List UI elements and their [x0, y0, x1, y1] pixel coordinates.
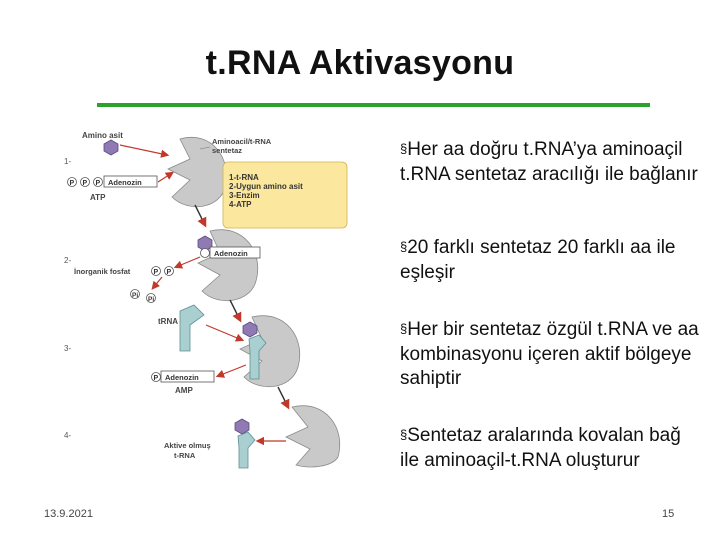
trna-icon [180, 305, 204, 351]
enzyme-icon [286, 406, 340, 467]
bullet-marker: § [400, 141, 408, 156]
bullet-marker: § [400, 427, 408, 442]
legend-item-trna: 1-t-RNA [229, 173, 259, 182]
amino-acid-icon [235, 419, 249, 434]
legend-item-amino-acid: 2-Uygun amino asit [229, 182, 303, 191]
phosphate-icon [201, 249, 210, 258]
step-number-2: 2- [64, 256, 72, 265]
activated-trna-label: Aktive olmuş [164, 441, 211, 450]
bullet-marker: § [400, 239, 408, 254]
page-number: 15 [662, 508, 675, 520]
step-number-1: 1- [64, 157, 72, 166]
activated-trna-label-line2: t-RNA [174, 451, 196, 460]
step-arrow-2 [230, 300, 240, 320]
step-arrow-3 [278, 387, 288, 407]
enzyme-label: Aminoacil/t-RNA [212, 137, 272, 146]
trna-icon [238, 432, 255, 468]
amp-label: AMP [175, 386, 193, 395]
bullet-text: Her bir sentetaz özgül t.RNA ve aa kombinasyonu içeren aktif bölgeye sahiptir [400, 319, 699, 389]
legend-item-atp: 4-ATP [229, 200, 252, 209]
phosphate-label: P [95, 180, 101, 187]
adenosine-label: Adenozin [108, 178, 142, 187]
pi-label: Pi [132, 292, 139, 299]
bullet-text: Sentetaz aralarında kovalan bağ ile aminoaçil-t.RNA oluşturur [400, 425, 681, 471]
inorganic-phosphate-label: İnorganik fosfat [74, 267, 131, 276]
phosphate-label: P [153, 375, 159, 382]
bullet-text: Her aa doğru t.RNA’ya aminoaçil t.RNA sentetaz aracılığı ile bağlanır [400, 139, 698, 185]
step-arrow-1 [195, 205, 205, 225]
bullet-marker: § [400, 321, 408, 336]
trna-binding-arrow [206, 325, 242, 340]
amino-acid-arrow [120, 145, 167, 155]
adenosine-label: Adenozin [165, 373, 199, 382]
step-number-4: 4- [64, 431, 72, 440]
atp-arrow [158, 173, 172, 182]
footer-date: 13.9.2021 [44, 508, 93, 520]
slide-title: t.RNA Aktivasyonu [205, 44, 515, 82]
phosphate-label: P [69, 180, 75, 187]
title-underline [97, 103, 650, 107]
bullet-item [400, 424, 700, 473]
phosphate-label: P [82, 180, 88, 187]
pi-label: Pi [148, 296, 155, 303]
enzyme-label-line2: sentetaz [212, 146, 243, 155]
trna-activation-diagram [60, 125, 355, 470]
bullet-item [400, 236, 700, 285]
trna-label: tRNA [158, 317, 178, 326]
amino-acid-label: Amino asit [82, 131, 123, 140]
pyrophosphate-split-arrow [153, 277, 162, 288]
amino-acid-icon [104, 140, 118, 155]
phosphate-label: P [153, 269, 159, 276]
atp-label: ATP [90, 193, 106, 202]
amp-release-arrow [218, 365, 246, 376]
bullet-text: 20 farklı sentetaz 20 farklı aa ile eşleşir [400, 237, 676, 283]
adenosine-label: Adenozin [214, 249, 248, 258]
phosphate-label: P [166, 269, 172, 276]
bullet-item [400, 318, 700, 391]
phosphate-release-arrow [176, 257, 200, 267]
step-number-3: 3- [64, 344, 72, 353]
bullet-item [400, 138, 700, 187]
legend-item-enzyme: 3-Enzim [229, 191, 260, 200]
